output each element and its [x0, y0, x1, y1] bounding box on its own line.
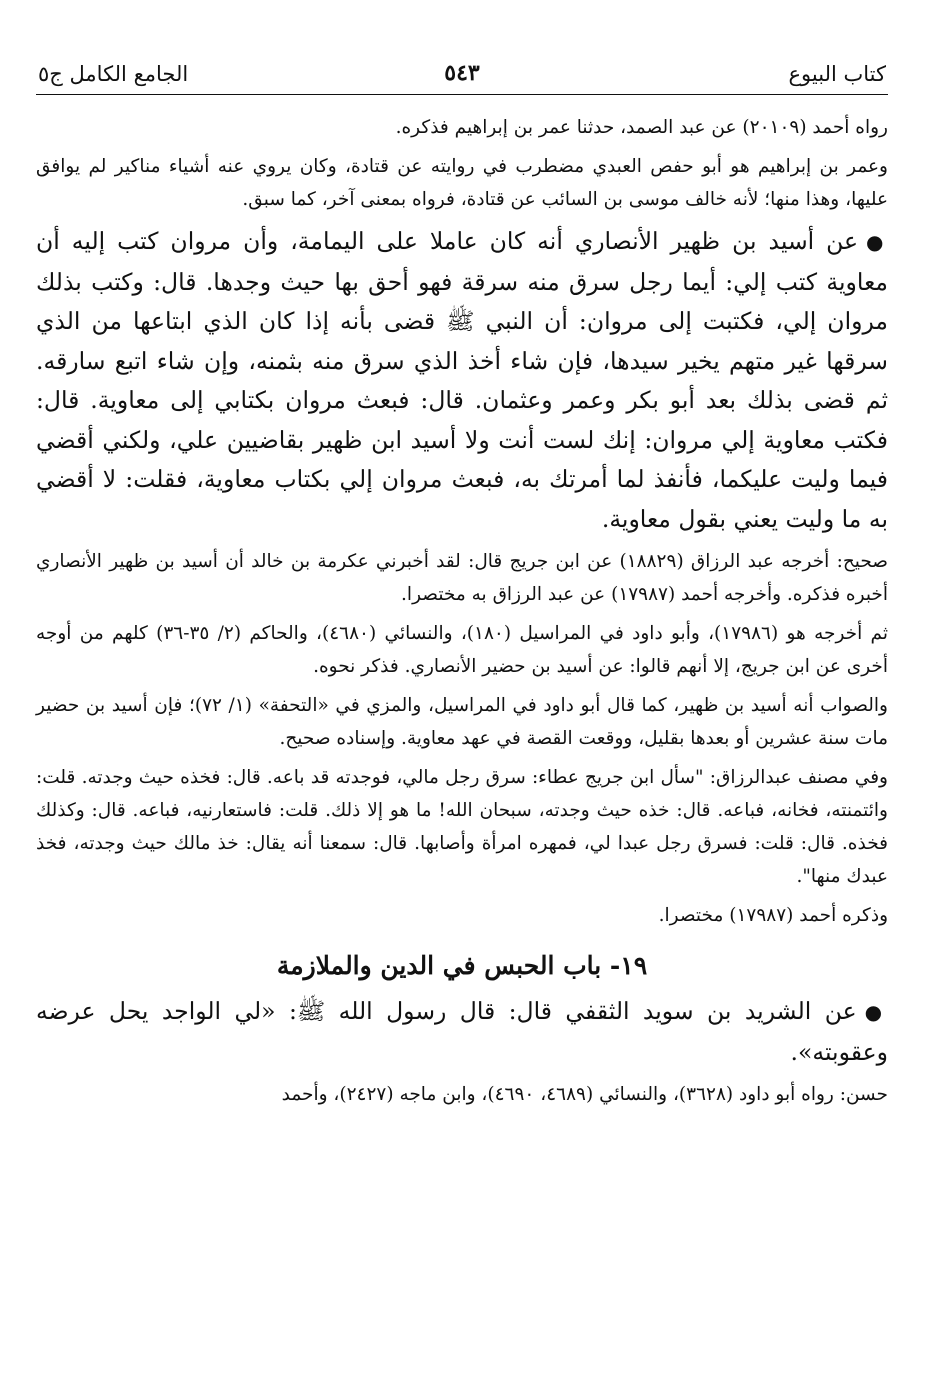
bullet-icon: ●	[864, 1000, 888, 1024]
note-text: صحيح: أخرجه عبد الرزاق (١٨٨٢٩) عن ابن جريج قال: لقد أخبرني عكرمة بن خالد أن أسيد بن ظهير الأنصاري أخبره فذكره. وأخرجه أحمد (١٧٩٨٧) عن عبد الرزاق به مختصرا.	[36, 551, 888, 605]
note-text: والصواب أنه أسيد بن ظهير، كما قال أبو داود في المراسيل، والمزي في «التحفة» (١/ ٧٢)؛ فإن أسيد بن حضير مات سنة عشرين أو بعدها بقليل، ووقعت القصة في عهد معاوية. وإسناده صحيح.	[36, 695, 888, 749]
note-text: وفي مصنف عبدالرزاق: "سأل ابن جريج عطاء: سرق رجل مالي، فوجدته قد باعه. قال: فخذه حيث وجدته. قلت: وائتمنته، فخانه، فباعه. قال: خذه حيث وجدته، سبحان الله! ما هو إلا ذلك. قلت: فاستعارنيه، فباعه. قال: وكذلك فخذه. قال: قلت: فسرق رجل عبدا لي، فمهره امرأة وأصابها. قال: سمعنا أنه يقال: خذ مالك حيث وجدته، فخذ عبدك منها".	[36, 767, 888, 887]
note-text: وعمر بن إبراهيم هو أبو حفص العبدي مضطرب في روايته عن قتادة، وكان يروي عنه أشياء مناكير لم يوافق عليها، وهذا منها؛ لأنه خالف موسى بن السائب عن قتادة، فرواه بمعنى آخر، كما سبق.	[36, 156, 888, 210]
note-text: وذكره أحمد (١٧٩٨٧) مختصرا.	[658, 905, 888, 926]
note-paragraph	[36, 1078, 888, 1111]
note-text: رواه أحمد (٢٠١٠٩) عن عبد الصمد، حدثنا عمر بن إبراهيم فذكره.	[395, 117, 888, 138]
note-paragraph	[36, 150, 888, 216]
note-paragraph	[36, 111, 888, 144]
header-book-name: كتاب البيوع	[788, 62, 886, 86]
note-paragraph	[36, 689, 888, 755]
hadith-text: عن الشريد بن سويد الثقفي قال: قال رسول الله ﷺ: «لي الواجد يحل عرضه وعقوبته».	[36, 997, 888, 1066]
note-paragraph	[36, 617, 888, 683]
bullet-icon: ●	[866, 230, 889, 254]
header-volume-title: الجامع الكامل ج٥	[38, 62, 189, 86]
hadith-paragraph	[36, 222, 888, 539]
chapter-heading: ١٩- باب الحبس في الدين والملازمة	[276, 951, 648, 980]
hadith-paragraph	[36, 992, 888, 1072]
note-paragraph	[36, 899, 888, 932]
note-text: ثم أخرجه هو (١٧٩٨٦)، وأبو داود في المراسيل (١٨٠)، والنسائي (٤٦٨٠)، والحاكم (٢/ ٣٥-٣٦) كلهم من أوجه أخرى عن ابن جريج، إلا أنهم قالوا: عن أسيد بن حضير الأنصاري. فذكر نحوه.	[36, 623, 888, 677]
note-paragraph	[36, 761, 888, 893]
running-header	[36, 56, 888, 95]
hadith-text: عن أسيد بن ظهير الأنصاري أنه كان عاملا على اليمامة، وأن مروان كتب إليه أن معاوية كتب إلي: أيما رجل سرق منه سرقة فهو أحق بها حيث وجدها. قال: وكتب بذلك مروان إلي، فكتبت إلى مروان: أن النبي ﷺ قضى بأنه إذا كان الذي ابتاعها من الذي سرقها غير متهم يخير سيدها، فإن شاء أخذ الذي سرق منه بثمنه، وإن شاء اتبع سارقه. ثم قضى بذلك بعد أبو بكر وعمر وعثمان. قال: فبعث مروان بكتابي إلى معاوية. قال: فكتب معاوية إلي مروان: إنك لست أنت ولا أسيد ابن ظهير بقاضيين علي، ولكني أقضي فيما وليت عليكما، فأنفذ لما أمرتك به، فبعث مروان إلي بكتاب معاوية، فقلت: لا أقضي به ما وليت يعني بقول معاوية.	[36, 227, 888, 533]
note-text: حسن: رواه أبو داود (٣٦٢٨)، والنسائي (٤٦٨٩، ٤٦٩٠)، وابن ماجه (٢٤٢٧)، وأحمد	[281, 1084, 888, 1105]
book-page	[36, 56, 888, 1111]
page-number: ٥٤٣	[444, 60, 480, 86]
note-paragraph	[36, 545, 888, 611]
